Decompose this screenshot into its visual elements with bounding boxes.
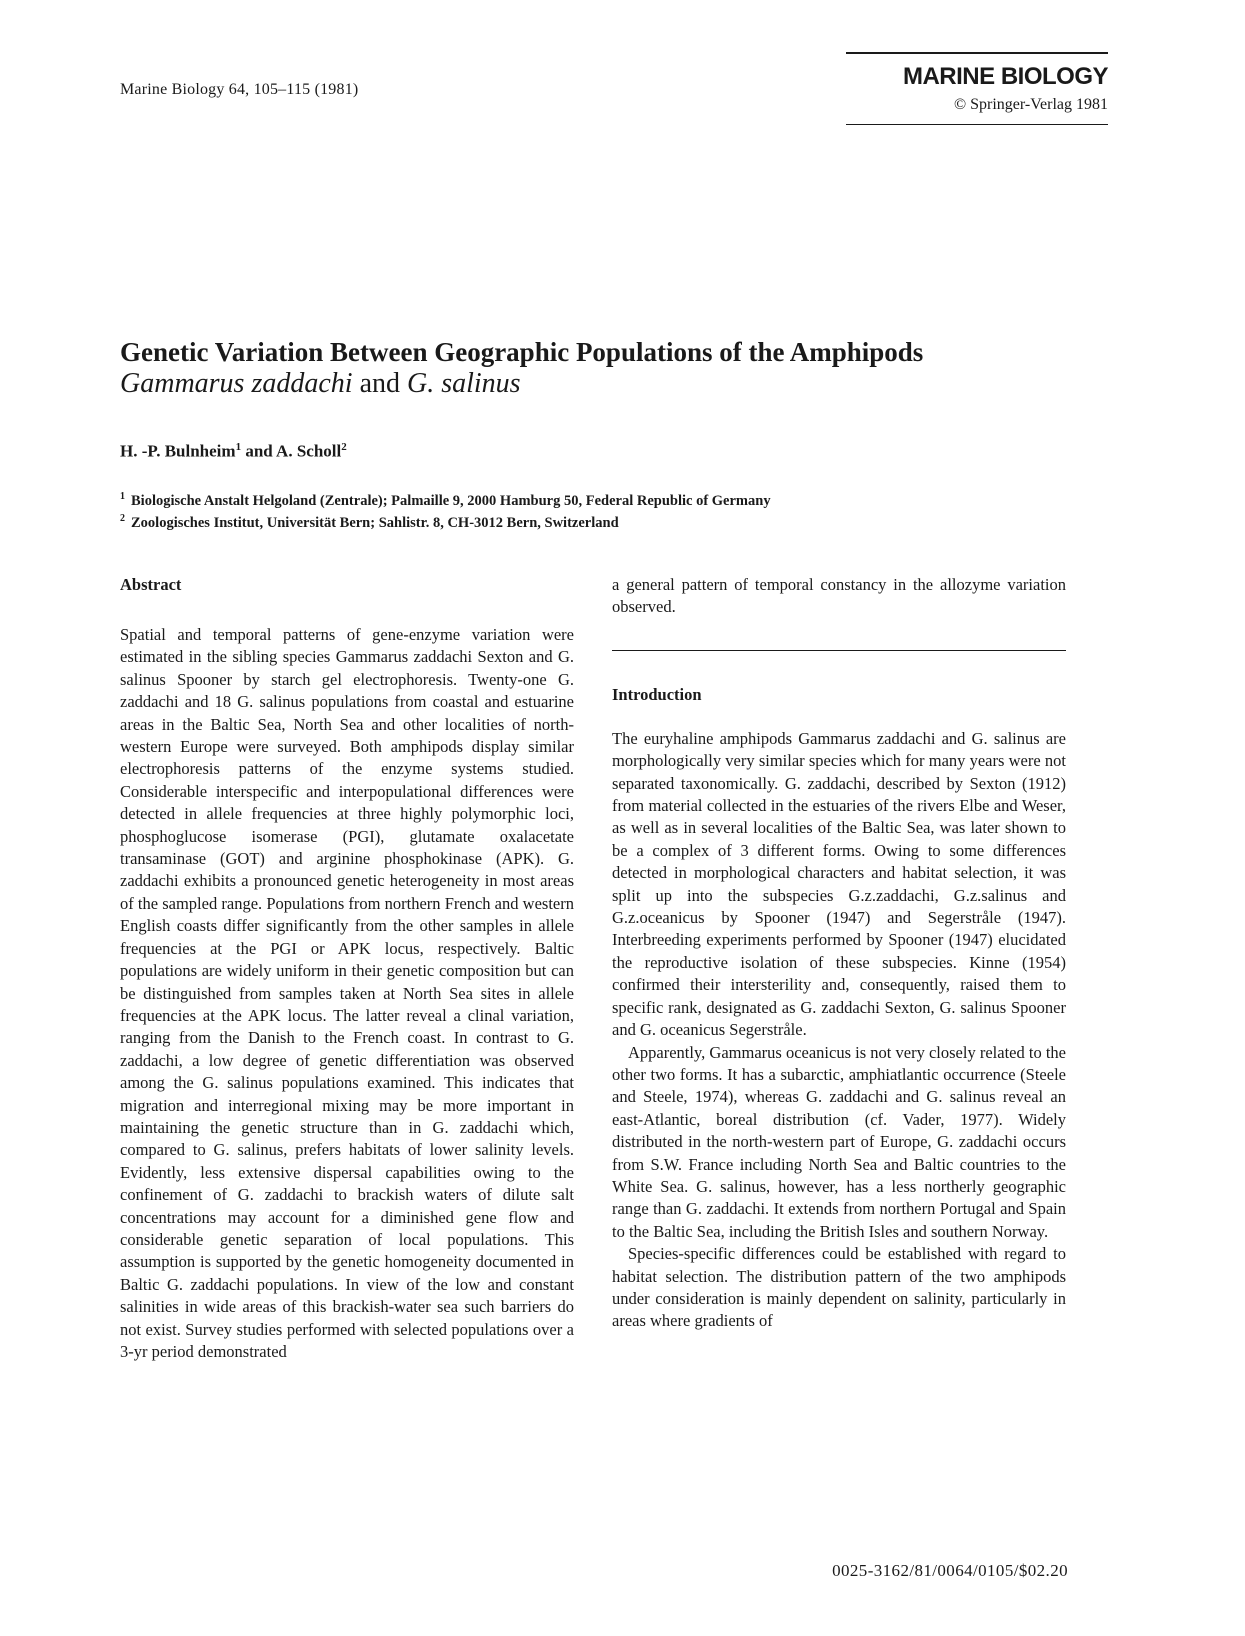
article-title	[120, 336, 1100, 400]
author-1-affiliation-mark: 1	[235, 441, 242, 453]
brand-bottom-rule	[846, 124, 1108, 125]
affiliation-1-text: Biologische Anstalt Helgoland (Zentrale); Palmaille 9, 2000 Hamburg 50, Federal Republic of Germany	[131, 492, 771, 509]
abstract-heading: Abstract	[120, 575, 182, 594]
left-column	[120, 574, 574, 1363]
introduction-paragraph-3: Species-specific differences could be established with regard to habitat selection. The distribution pattern of the two amphipods under consideration is mainly dependent on salinity, particularly in areas where gradients of	[612, 1244, 1066, 1331]
author-2-affiliation-mark: 2	[341, 441, 347, 453]
title-species-2: G. salinus	[407, 368, 521, 399]
introduction-heading: Introduction	[612, 684, 702, 704]
introduction-paragraph-2: Apparently, Gammarus oceanicus is not very closely related to the other two forms. It has a subarctic, amphiatlantic occurrence (Steele and Steele, 1974), whereas G. zaddachi and G. salinus reveal an east-Atlantic, boreal distribution (cf. Vader, 1977). Widely distributed in the north-western part of Europe, G. zaddachi occurs from S.W. France including North Sea and Baltic countries to the White Sea. G. salinus, however, has a less northerly geographic range than G. zaddachi. It extends from northern Portugal and Spain to the Baltic Sea, including the British Isles and southern Norway.	[612, 1042, 1066, 1241]
introduction-paragraph-1: The euryhaline amphipods Gammarus zaddachi and G. salinus are morphologically very similar species which for many years were not separated taxonomically. G. zaddachi, described by Sexton (1912) from material collected in the estuaries of the rivers Elbe and Weser, as well as in several localities of the Baltic Sea, was later shown to be a complex of 3 different forms. Owing to some differences detected in morphological characters and habitat selection, it was split up into the subspecies G.z.zaddachi, G.z.salinus and G.z.oceanicus by Spooner (1947) and Segerstråle (1947). Interbreeding experiments performed by Spooner (1947) elucidated the reproductive isolation of these subspecies. Kinne (1954) confirmed their intersterility and, consequently, raised them to specific rank, designated as G. zaddachi Sexton, G. salinus Spooner and G. oceanicus Segerstråle.	[612, 728, 1066, 1040]
right-column	[612, 574, 1066, 1333]
affiliation-2-text: Zoologisches Institut, Universität Bern; Sahlistr. 8, CH-3012 Bern, Switzerland	[131, 514, 619, 531]
journal-citation: Marine Biology 64, 105–115 (1981)	[120, 81, 359, 98]
author-2: and A. Scholl	[241, 441, 342, 461]
affiliation-2-mark: 2	[120, 513, 125, 524]
title-line-1: Genetic Variation Between Geographic Populations of the Amphipods	[120, 337, 924, 367]
affiliation-1	[120, 491, 771, 510]
affiliation-2	[120, 513, 619, 532]
abstract-text: Spatial and temporal patterns of gene-enzyme variation were estimated in the sibling species Gammarus zaddachi Sexton and G. salinus Spooner by starch gel electrophoresis. Twenty-one G. zaddachi and 18 G. salinus populations from coastal and estuarine areas in the Baltic Sea, North Sea and other localities of north-western Europe were surveyed. Both amphipods display similar electrophoresis patterns of the enzyme systems studied. Considerable interspecific and interpopulational differences were detected in allele frequencies at three highly polymorphic loci, phosphoglucose isomerase (PGI), glutamate oxalacetate transaminase (GOT) and arginine phosphokinase (APK). G. zaddachi exhibits a pronounced genetic heterogeneity in most areas of the sampled range. Populations from northern French and western English coasts differ significantly from the other samples in allele frequencies at the PGI or APK locus, respectively. Baltic populations are widely uniform in their genetic composition but can be distinguished from samples taken at North Sea sites in allele frequencies at the APK locus. The latter reveal a clinal variation, ranging from the Danish to the French coast. In contrast to G. zaddachi, a low degree of genetic differentiation was observed among the G. salinus populations examined. This indicates that migration and interregional mixing may be more important in maintaining the genetic structure than in G. zaddachi which, compared to G. salinus, prefers habitats of lower salinity levels. Evidently, less extensive dispersal capabilities owing to the confinement of G. zaddachi to brackish waters of dilute salt concentrations may account for a diminished gene flow and considerable genetic separation of local populations. This assumption is supported by the genetic homogeneity documented in Baltic G. zaddachi populations. In view of the low and constant salinities in wide areas of this brackish-water sea such barriers do not exist. Survey studies performed with selected populations over a 3-yr period demonstrated	[120, 625, 574, 1361]
author-1: H. -P. Bulnheim	[120, 441, 236, 461]
issn-code: 0025-3162/81/0064/0105/$02.20	[832, 1561, 1068, 1580]
section-separator-rule	[612, 650, 1066, 651]
title-line-2	[120, 368, 1100, 400]
brand-top-rule	[846, 52, 1108, 54]
publisher-copyright: © Springer-Verlag 1981	[953, 96, 1108, 113]
journal-brand-block	[846, 52, 1108, 125]
affiliation-1-mark: 1	[120, 491, 125, 502]
abstract-continuation: a general pattern of temporal constancy in the allozyme variation observed.	[612, 575, 1066, 617]
title-species-1: Gammarus zaddachi	[120, 368, 353, 399]
title-conjunction: and	[352, 368, 407, 399]
journal-brand-name: MARINE BIOLOGY	[902, 63, 1108, 90]
author-list	[120, 441, 347, 462]
